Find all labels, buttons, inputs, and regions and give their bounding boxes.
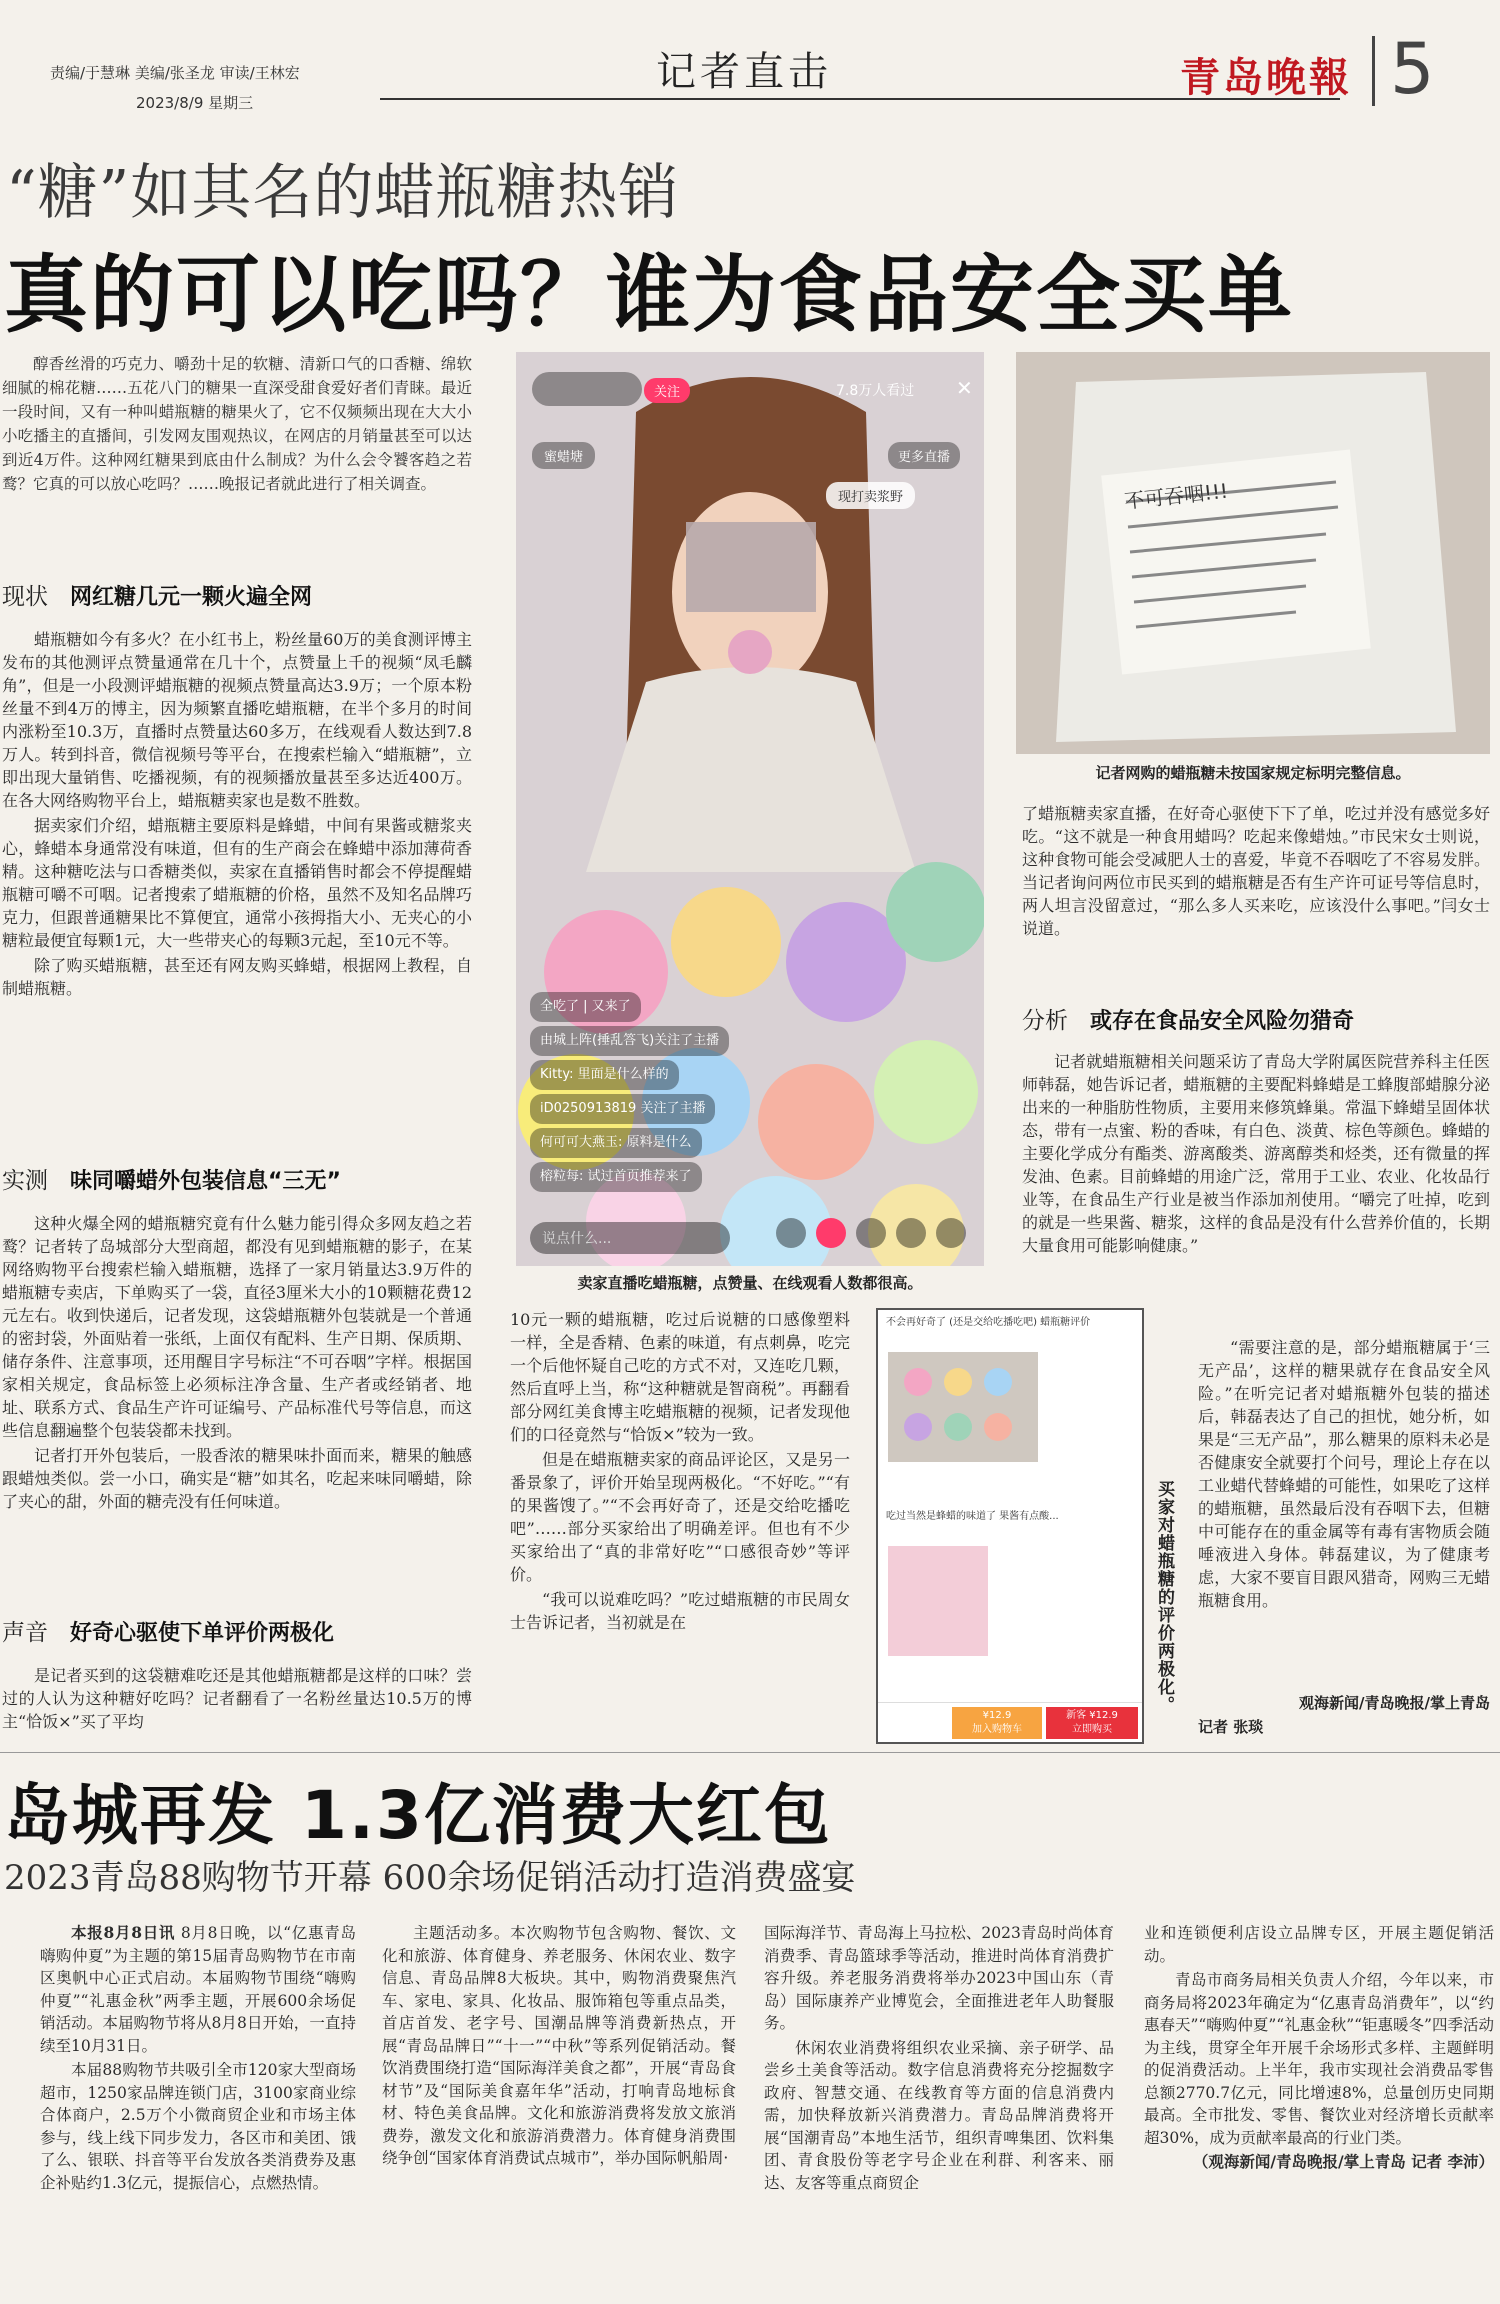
byline-reporter: 记者 张琰 [1198, 1718, 1264, 1736]
photo2-caption: 记者网购的蜡瓶糖未按国家规定标明完整信息。 [1095, 764, 1411, 782]
cart-label: 加入购物车 [972, 1724, 1022, 1735]
subhead-title: 网红糖几元一颗火遍全网 [70, 585, 313, 610]
candy-grid-illustration [888, 1352, 1038, 1462]
issue-date: 2023/8/9 星期三 [136, 94, 254, 112]
article2-byline: （观海新闻/青岛晚报/掌上青岛 记者 李沛） [1192, 2152, 1494, 2171]
subhead-kicker: 分析 [1022, 1008, 1068, 1034]
photo1-caption: 卖家直播吃蜡瓶糖，点赞量、在线观看人数都很高。 [577, 1274, 923, 1292]
article1-lead [2, 352, 472, 498]
body-paragraph: 本届88购物节共吸引全市120家大型商场超市，1250家品牌连锁门店，3100家商业综合体商户，2.5万个小微商贸企业和市场主体参与，线上线下同步发力，各区市和美团、饿了么、银联、抖音等平台发放各类消费券及惠企补贴约1.3亿元，提振信心，点燃热情。 [40, 2061, 356, 2192]
article1-byline [1198, 1692, 1490, 1715]
comment-feed [530, 992, 860, 1196]
newspaper-brand-logo: 青岛晚報 [1180, 54, 1352, 101]
article1-right-body [1022, 802, 1490, 942]
shop-review-screenshot [876, 1308, 1144, 1744]
header-divider [1372, 36, 1375, 106]
article1-col1-body2 [2, 1212, 472, 1515]
byline-outlets: 观海新闻/青岛晚报/掌上青岛 [1299, 1694, 1490, 1712]
article1-headline-main: 真的可以吃吗？谁为食品安全买单 [4, 246, 1295, 344]
article1-mid-body [510, 1308, 850, 1636]
subhead-status [2, 578, 312, 611]
price-label: 新客 ¥12.9 [1066, 1710, 1118, 1721]
candy-bag-photo [1016, 352, 1490, 754]
article2-subhead: 2023青岛88购物节开幕 600余场促销活动打造消费盛宴 [4, 1858, 856, 1898]
subhead-title: 好奇心驱使下单评价两极化 [70, 1621, 335, 1646]
more-icon[interactable] [936, 1218, 966, 1248]
masthead-meta [50, 58, 300, 118]
bag-label-warning: 不可吞咽!!! [1123, 478, 1230, 514]
dateline: 本报8月8日讯 [71, 1923, 176, 1942]
body-paragraph: 国际海洋节、青岛海上马拉松、2023青岛时尚体育消费季、青岛篮球季等活动，推进时尚体育消费扩容升级。养老服务消费将举办2023中国山东（青岛）国际康养产业博览会，全面推进老年人助餐服务。 [764, 1924, 1114, 2032]
body-paragraph: 蜡瓶糖如今有多火？在小红书上，粉丝量60万的美食测评博主发布的其他测评点赞量通常在几十个，点赞量上千的视频“凤毛麟角”，但是一小段测评蜡瓶糖的视频点赞量高达3.9万；一个原本粉丝量不到4万的博主，因为频繁直播吃蜡瓶糖，在半个多月的时间内涨粉至10.3万，直播时点赞量达60多万，在线观看人数达到7.8万人。转到抖音，微信视频号等平台，在搜索栏输入“蜡瓶糖”，立即出现大量销售、吃播视频，有的视频播放量甚至多达近400万。在各大网络购物平台上，蜡瓶糖卖家也是数不胜数。 [2, 630, 472, 810]
buy-label: 立即购买 [1072, 1724, 1112, 1735]
article1-right-body2 [1022, 1050, 1490, 1259]
shop-tag[interactable]: 现打卖浆野 [826, 482, 915, 509]
body-paragraph: 休闲农业消费将组织农业采摘、亲子研学、品尝乡土美食等活动。数字信息消费将充分挖掘数字政府、智慧交通、在线教育等方面的信息消费内需，加快释放新兴消费潜力。青岛品牌消费将开展“国潮青岛”本地生活节，组织青啤集团、饮料集团、青食股份等老字号企业在利群、利客来、丽达、友客等重点商贸企 [764, 2038, 1114, 2192]
comment-item: 由城上阵(捶乱答飞)关注了主播 [530, 1026, 729, 1056]
subhead-voice [2, 1614, 334, 1647]
body-paragraph: 青岛市商务局相关负责人介绍，今年以来，市商务局将2023年确定为“亿惠青岛消费年”，以“约惠春天”“嗨购仲夏”“礼惠金秋”“钜惠暖冬”四季活动为主线，贯穿全年开展千余场形式多样、主题鲜明的促消费活动。上半年，我市实现社会消费品零售总额2770.7亿元，同比增速8%，总量创历史同期最高。全市批发、零售、餐饮业对经济增长贡献率超30%，成为贡献率最高的行业门类。 [1144, 1971, 1494, 2147]
livestream-photo [516, 352, 984, 1266]
body-paragraph: 除了购买蜡瓶糖，甚至还有网友购买蜂蜡，根据网上教程，自制蜡瓶糖。 [2, 956, 472, 998]
article1-col1-body [2, 628, 472, 1002]
page-number: 5 [1390, 28, 1435, 110]
subhead-kicker: 声音 [2, 1620, 48, 1646]
comment-input[interactable]: 说点什么... [530, 1222, 730, 1254]
section-title: 记者直击 [656, 49, 832, 95]
body-paragraph: “需要注意的是，部分蜡瓶糖属于‘三无产品’，这样的糖果就存在食品安全风险。”在听完记者对蜡瓶糖外包装的描述后，韩磊表达了自己的担忧，她分析，如果是“三无产品”，那么糖果的原料未必是否健康安全就要打个问号，理论上存在以工业蜡代替蜂蜡的可能性，如果吃了这样的蜡瓶糖，虽然最后没有吞咽下去，但糖中可能存在的重金属等有毒有害物质会随唾液进入身体。韩磊建议，为了健康考虑，大家不要盲目跟风猎奇，网购三无蜡瓶糖食用。 [1198, 1338, 1490, 1610]
add-to-cart-button[interactable] [952, 1707, 1042, 1739]
dateline-text: 8月8日晚，以“亿惠青岛 嗨购仲夏”为主题的第15届青岛购物节在市南区奥帆中心正式启动。本届购物节围绕“嗨购仲夏”“礼惠金秋”两季主题，开展600余场促销活动。本届购物节将从8月8日开始，一直持续至10月31日。 [40, 1924, 356, 2055]
comment-item: 全吃了 | 又来了 [530, 992, 641, 1022]
body-paragraph: 主题活动多。本次购物节包含购物、餐饮、文化和旅游、体育健身、养老服务、休闲农业、数字信息、青岛品牌8大板块。其中，购物消费聚焦汽车、家电、家具、化妆品、服饰箱包等重点品类，首店首发、老字号、国潮品牌等消费新热点，开展“青岛品牌日”“十一”“中秋”等系列促销活动。餐饮消费围绕打造“国际海洋美食之都”，开展“青岛食材节”及“国际美食嘉年华”活动，打响青岛地标食材、特色美食品牌。文化和旅游消费将发放文旅消费券，激发文化和旅游消费潜力。体育健身消费围绕争创“国家体育消费试点城市”，举办国际帆船周· [382, 1924, 736, 2167]
body-paragraph: 据卖家们介绍，蜡瓶糖主要原料是蜂蜡，中间有果酱或糖浆夹心，蜂蜡本身通常没有味道，但有的生产商会在蜂蜡中添加薄荷香精。这种糖吃法与口香糖类似，卖家在直播销售时都会不停提醒蜡瓶糖可嚼不可咽。记者搜索了蜡瓶糖的价格，虽然不及知名品牌巧克力，但跟普通糖果比不算便宜，通常小孩拇指大小、无夹心的小糖粒最便宜每颗1元，大一些带夹心的每颗3元起，至10元不等。 [2, 816, 472, 950]
shopping-bag-icon[interactable] [816, 1218, 846, 1248]
article2-headline: 岛城再发 1.3亿消费大红包 [4, 1777, 832, 1854]
follow-button[interactable]: 关注 [644, 378, 690, 403]
review-photo-1 [888, 1352, 1038, 1462]
share-icon[interactable] [776, 1218, 806, 1248]
article2-col3 [764, 1922, 1114, 2196]
photo3-caption: 买家对蜡瓶糖的评价两极化。 [1154, 1480, 1174, 1714]
review-photo-2 [888, 1546, 988, 1656]
buy-now-button[interactable] [1046, 1707, 1138, 1739]
comment-item: Kitty: 里面是什么样的 [530, 1060, 679, 1090]
more-live-button[interactable]: 更多直播 [888, 442, 960, 469]
comment-item: 榕粒每: 试过首页推荐来了 [530, 1162, 702, 1192]
body-paragraph: 这种火爆全网的蜡瓶糖究竟有什么魅力能引得众多网友趋之若鹜？记者转了岛城部分大型商超，都没有见到蜡瓶糖的影子，在某网络购物平台搜索栏输入蜡瓶糖，选择了一家月销量达3.9万件的蜡瓶糖专卖店，下单购买了一袋，直径3厘米大小的10颗糖花费12元左右。收到快递后，记者发现，这袋蜡瓶糖外包装就是一个普通的密封袋，外面贴着一张纸，上面仅有配料、生产日期、保质期、储存条件、注意事项，还用醒目字号标注“不可吞咽”字样。根据国家相关规定，食品标签上必须标注净含量、生产者或经销者、地址、联系方式、食品生产许可证编号、产品标准代号等信息，而这些信息翻遍整个包装袋都未找到。 [2, 1214, 472, 1440]
article1-headline-top: “糖”如其名的蜡瓶糖热销 [6, 158, 680, 228]
lead-paragraph: 醇香丝滑的巧克力、嚼劲十足的软糖、清新口气的口香糖、绵软细腻的棉花糖……五花八门的糖果一直深受甜食爱好者们青睐。最近一段时间，又有一种叫蜡瓶糖的糖果火了，它不仅频频出现在大大小小吃播主的直播间，引发网友围观热议，在网店的月销量甚至可以达到近4万件。这种网红糖果到底由什么制成？为什么会令饕客趋之若鹜？它真的可以放心吃吗？……晚报记者就此进行了相关调查。 [2, 355, 472, 493]
body-paragraph: 业和连锁便利店设立品牌专区，开展主题促销活动。 [1144, 1924, 1494, 1965]
review-mid-text: 吃过当然是蜂蜡的味道了 果酱有点酸... [886, 1511, 1059, 1522]
close-icon[interactable]: ✕ [956, 376, 973, 400]
heart-icon[interactable] [896, 1218, 926, 1248]
subhead-kicker: 实测 [2, 1168, 48, 1194]
body-paragraph: 记者就蜡瓶糖相关问题采访了青岛大学附属医院营养科主任医师韩磊，她告诉记者，蜡瓶糖的主要配料蜂蜡是工蜂腹部蜡腺分泌出来的一种脂肪性物质，主要用来修筑蜂巢。常温下蜂蜡呈固体状态，带有一点蜜、粉的香味，有白色、淡黄、棕色等颜色。蜂蜡的主要化学成分有酯类、游离酸类、游离醇类和烃类，还有微量的挥发油、色素。目前蜂蜡的用途广泛，常用于工业、农业、化妆品行业等，在食品生产行业是被当作添加剂使用。“嚼完了吐掉，吃到的就是一些果酱、糖浆，这样的食品是没有什么营养价值的，长期大量食用可能影响健康。” [1022, 1052, 1490, 1255]
body-paragraph [40, 1922, 356, 2057]
body-paragraph: 记者打开外包装后，一股香浓的糖果味扑面而来，糖果的触感跟蜡烛类似。尝一小口，确实是“糖”如其名，吃起来味同嚼蜡，除了夹心的甜，外面的糖壳没有任何味道。 [2, 1446, 472, 1511]
comment-item: iD0250913819 关注了主播 [530, 1094, 715, 1124]
body-paragraph: 是记者买到的这袋糖难吃还是其他蜡瓶糖都是这样的口味？尝过的人认为这种糖好吃吗？记者翻看了一名粉丝量达10.5万的博主“恰饭×”买了平均 [2, 1666, 472, 1731]
article1-col1-body3 [2, 1664, 472, 1735]
price-label: ¥12.9 [982, 1710, 1012, 1721]
article-separator [0, 1752, 1500, 1753]
article2-col4 [1144, 1922, 1494, 2176]
body-paragraph: 10元一颗的蜡瓶糖，吃过后说糖的口感像塑料一样，全是香精、色素的味道，有点刺鼻，吃完一个后他怀疑自己吃的方式不对，又连吃几颗，然后直呼上当，称“这种糖就是智商税”。再翻看部分网红美食博主吃蜡瓶糖的视频，记者发现他们的口径竟然与“恰饭×”较为一致。 [510, 1310, 850, 1444]
article2-col1 [40, 1922, 356, 2196]
article2-col2 [382, 1922, 736, 2172]
body-paragraph: 了蜡瓶糖卖家直播，在好奇心驱使下下了单，吃过并没有感觉多好吃。“这不就是一种食用蜡吗？吃起来像蜡烛。”市民宋女士则说，这种食物可能会受减肥人士的喜爱，毕竟不吞咽吃了不容易发胖。当记者询问两位市民买到的蜡瓶糖是否有生产许可证号等信息时，两人坦言没留意过，“那么多人买来吃，应该没什么事吧。”闫女士说道。 [1022, 804, 1490, 938]
subhead-kicker: 现状 [2, 584, 48, 610]
body-paragraph: 但是在蜡瓶糖卖家的商品评论区，又是另一番景象了，评价开始呈现两极化。“不好吃。”“有的果酱馊了。”“不会再好奇了，还是交给吃播吃吧”……部分买家给出了明确差评。但也有不少买家给出了“真的非常好吃”“口感很奇妙”等评价。 [510, 1450, 850, 1584]
review-top-text: 不会再好奇了 (还是交给吃播吃吧) 蜡瓶糖评价 [886, 1317, 1091, 1328]
viewer-count: 7.8万人看过 [836, 383, 915, 399]
candy-bag-illustration [1016, 352, 1490, 754]
comment-item: 何可可大燕玉: 原料是什么 [530, 1128, 702, 1158]
subhead-test [2, 1162, 341, 1195]
live-tag[interactable]: 蜜蜡塘 [532, 442, 595, 469]
editors-line: 责编/于慧琳 美编/张圣龙 审读/王林宏 [50, 64, 300, 82]
body-paragraph: “我可以说难吃吗？”吃过蜡瓶糖的市民周女士告诉记者，当初就是在 [510, 1590, 850, 1632]
shop-bottom-bar [878, 1702, 1142, 1742]
streamer-badge [532, 372, 642, 406]
gift-icon[interactable] [856, 1218, 886, 1248]
article1-right-body3 [1198, 1336, 1490, 1614]
subhead-title: 味同嚼蜡外包装信息“三无” [70, 1169, 341, 1194]
subhead-title: 或存在食品安全风险勿猎奇 [1090, 1009, 1355, 1034]
subhead-analysis [1022, 1002, 1354, 1035]
